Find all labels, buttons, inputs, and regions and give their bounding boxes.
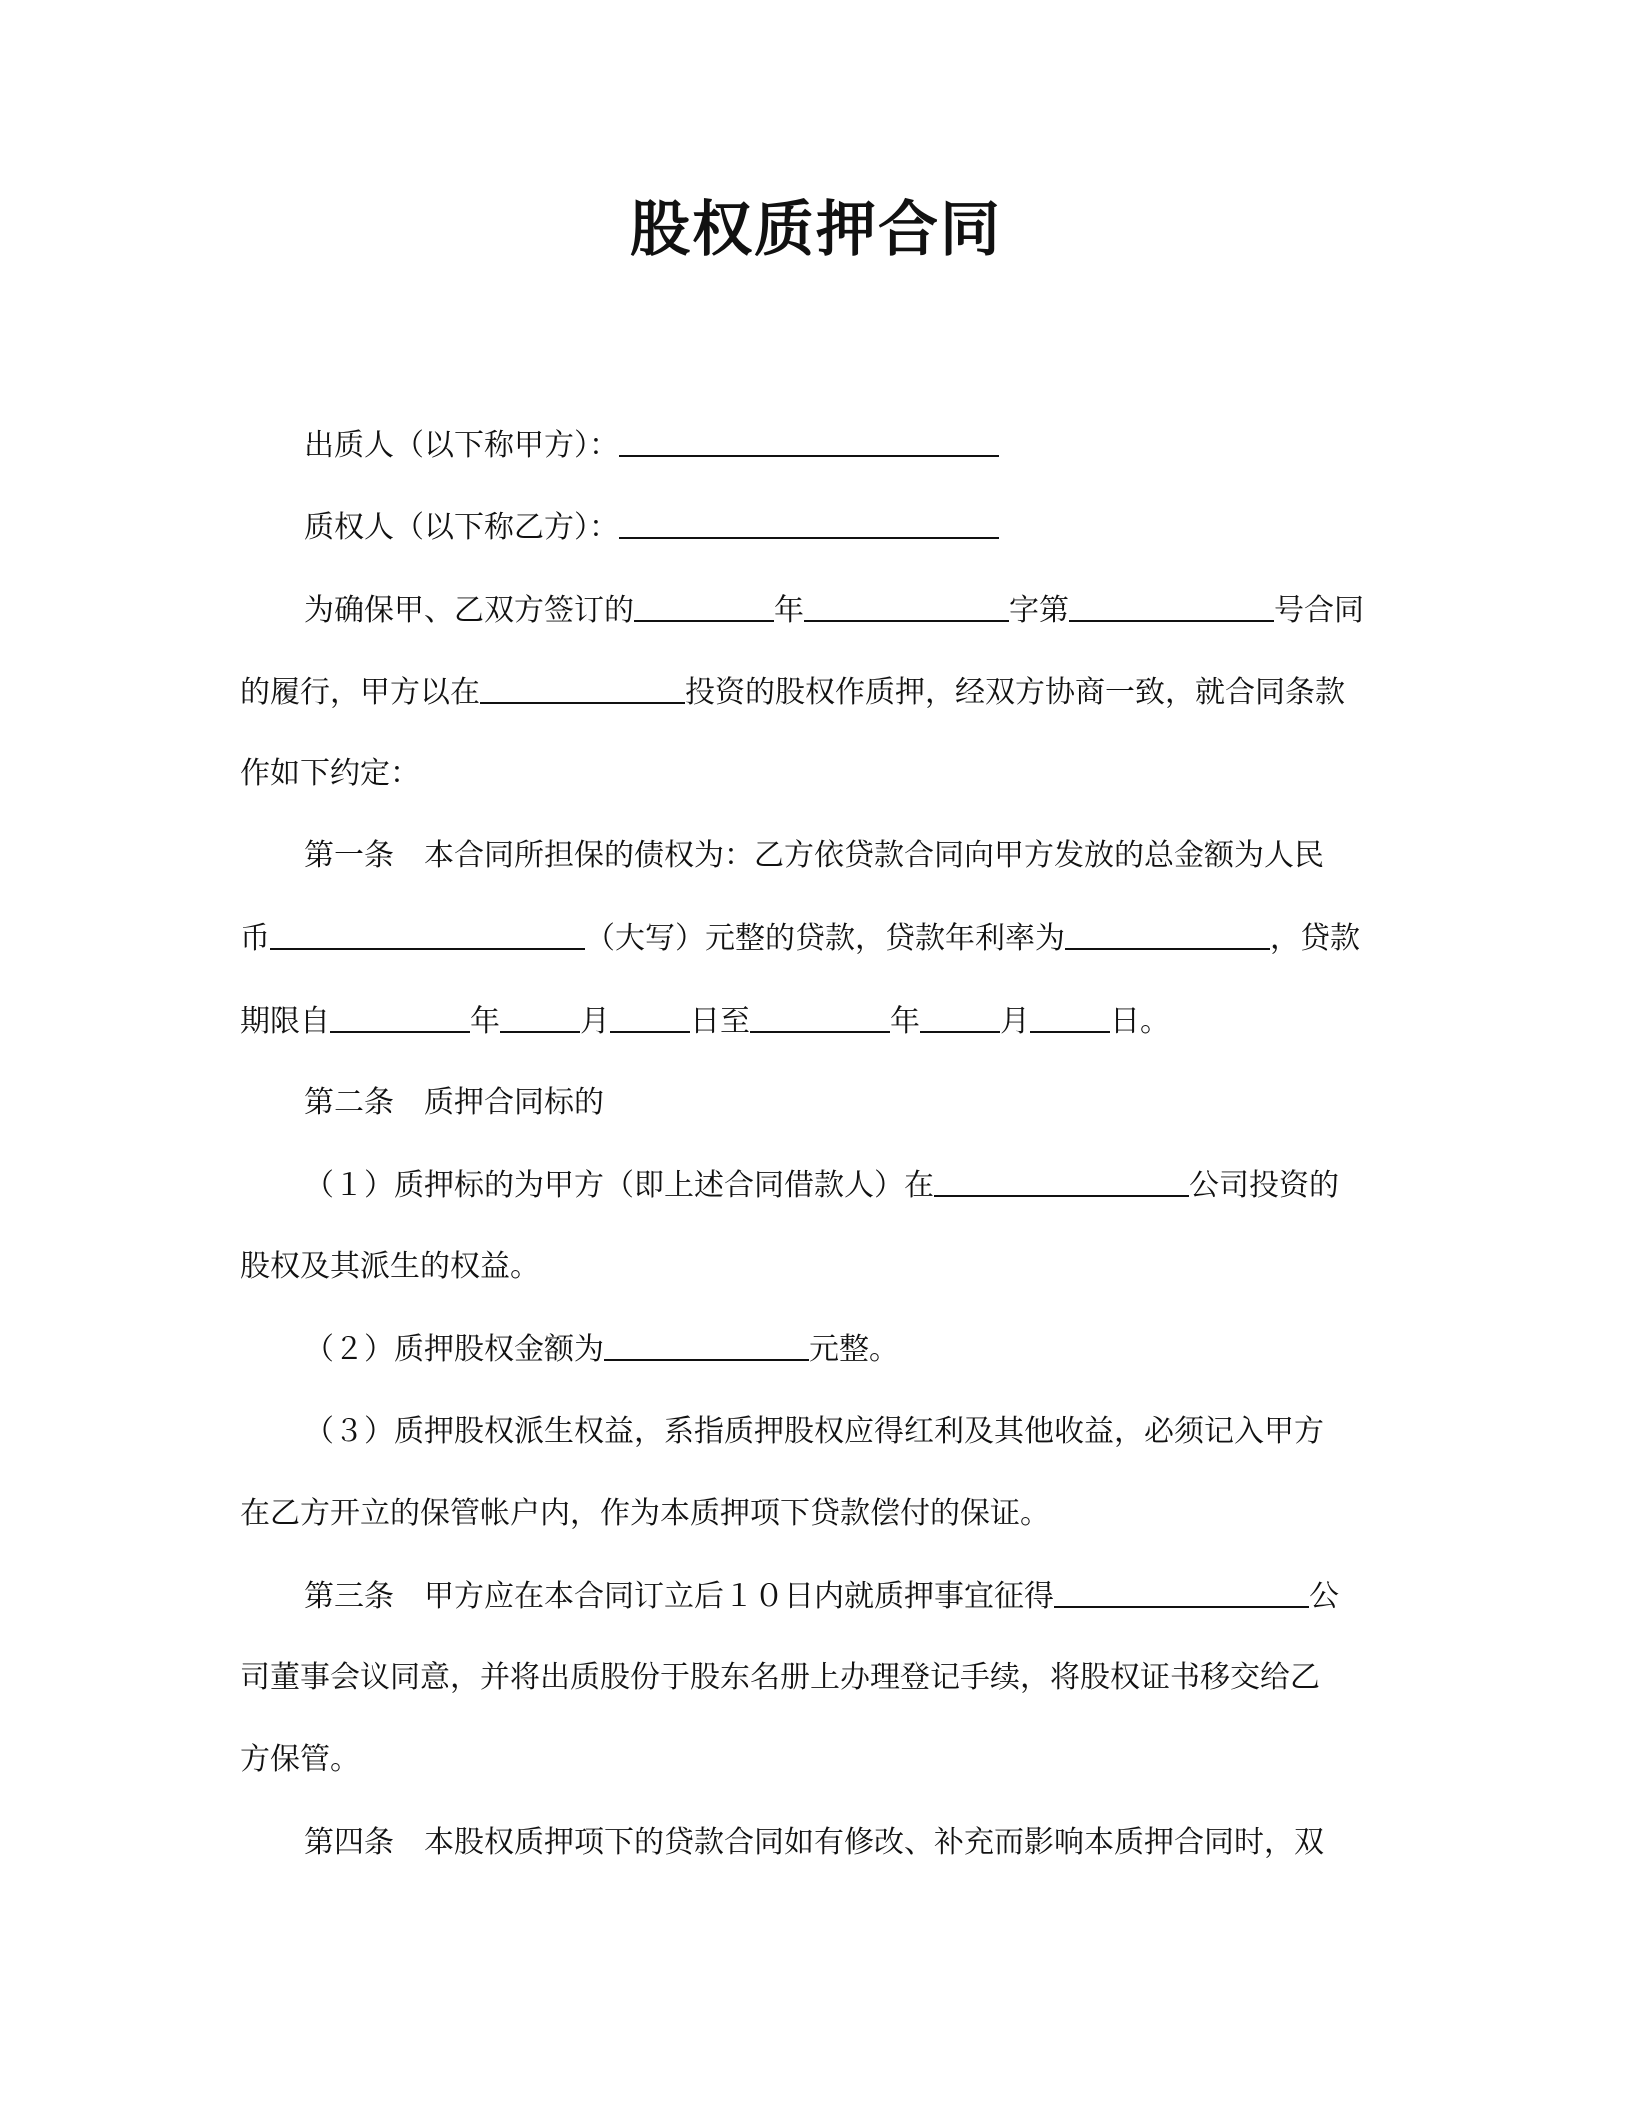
start-month-blank[interactable] — [500, 1001, 580, 1033]
article-1-line-2 — [240, 918, 1390, 959]
article-1-text: 月 — [580, 1004, 610, 1039]
contract-year-blank[interactable] — [634, 590, 774, 622]
document-title: 股权质押合同 — [630, 195, 1002, 265]
article-3-text: 方保管。 — [240, 1742, 360, 1777]
article-2-text: （１）质押标的为甲方（即上述合同借款人）在 — [304, 1168, 934, 1203]
article-1-text: 第一条 本合同所担保的债权为：乙方依贷款合同向甲方发放的总金额为人民 — [304, 838, 1324, 873]
article-3-text: 司董事会议同意，并将出质股份于股东名册上办理登记手续，将股权证书移交给乙 — [240, 1660, 1320, 1695]
preamble-text: 年 — [774, 593, 804, 628]
preamble-text: 为确保甲、乙双方签订的 — [304, 593, 634, 628]
article-1-line-1 — [304, 836, 1390, 876]
contract-prefix-blank[interactable] — [804, 590, 1009, 622]
start-day-blank[interactable] — [610, 1001, 690, 1033]
investment-target-blank[interactable] — [480, 672, 685, 704]
article-3-text: 第三条 甲方应在本合同订立后１０日内就质押事宜征得 — [304, 1579, 1054, 1614]
article-1-text: 币 — [240, 921, 270, 956]
article-2-item-3-line-1 — [304, 1412, 1390, 1452]
article-3-line-2 — [240, 1658, 1390, 1698]
article-2-item-2 — [304, 1329, 1454, 1370]
article-1-text: ，贷款 — [1270, 921, 1360, 956]
article-2-text: 元整。 — [809, 1332, 899, 1367]
pledgee-label: 质权人（以下称乙方）： — [304, 510, 619, 545]
article-3-text: 公 — [1309, 1579, 1339, 1614]
article-1-text: 日至 — [690, 1004, 750, 1039]
pledgor-blank[interactable] — [619, 425, 999, 457]
pledgee-line — [304, 507, 1454, 548]
preamble-line-3 — [240, 754, 1390, 794]
article-2-text: 公司投资的 — [1189, 1168, 1339, 1203]
end-year-blank[interactable] — [750, 1001, 890, 1033]
end-day-blank[interactable] — [1030, 1001, 1110, 1033]
article-1-text: 月 — [1000, 1004, 1030, 1039]
pledge-amount-blank[interactable] — [604, 1329, 809, 1361]
article-1-line-3 — [240, 1001, 1390, 1042]
article-2-item-3-line-2 — [240, 1494, 1390, 1534]
pledgor-label: 出质人（以下称甲方）： — [304, 428, 619, 463]
article-2-text: 在乙方开立的保管帐户内，作为本质押项下贷款偿付的保证。 — [240, 1496, 1050, 1531]
article-3-line-1 — [304, 1576, 1390, 1617]
preamble-line-1 — [304, 590, 1390, 631]
preamble-text: 投资的股权作质押，经双方协商一致，就合同条款 — [685, 675, 1345, 710]
article-1-text: 年 — [890, 1004, 920, 1039]
preamble-text: 的履行，甲方以在 — [240, 675, 480, 710]
article-3-line-3 — [240, 1740, 1390, 1780]
article-1-text: （大写）元整的贷款，贷款年利率为 — [585, 921, 1065, 956]
article-1-text: 年 — [470, 1004, 500, 1039]
company-board-blank[interactable] — [1054, 1576, 1309, 1608]
article-2-text: 第二条 质押合同标的 — [304, 1085, 604, 1120]
pledgee-blank[interactable] — [619, 507, 999, 539]
article-4-text: 第四条 本股权质押项下的贷款合同如有修改、补充而影响本质押合同时，双 — [304, 1825, 1324, 1860]
preamble-text: 号合同 — [1274, 593, 1364, 628]
interest-rate-blank[interactable] — [1065, 918, 1270, 950]
article-1-text: 日。 — [1110, 1004, 1170, 1039]
start-year-blank[interactable] — [330, 1001, 470, 1033]
preamble-text: 作如下约定： — [240, 756, 420, 791]
article-1-text: 期限自 — [240, 1004, 330, 1039]
pledgor-line — [304, 425, 1454, 466]
article-2-item-1-line-1 — [304, 1165, 1390, 1206]
article-4-line-1 — [304, 1823, 1390, 1863]
article-2-heading — [304, 1083, 1454, 1123]
preamble-line-2 — [240, 672, 1390, 713]
article-2-text: 股权及其派生的权益。 — [240, 1249, 540, 1284]
contract-number-blank[interactable] — [1069, 590, 1274, 622]
preamble-text: 字第 — [1009, 593, 1069, 628]
loan-amount-blank[interactable] — [270, 918, 585, 950]
article-2-text: （２）质押股权金额为 — [304, 1332, 604, 1367]
article-2-text: （３）质押股权派生权益，系指质押股权应得红利及其他收益，必须记入甲方 — [304, 1414, 1324, 1449]
invested-company-blank[interactable] — [934, 1165, 1189, 1197]
end-month-blank[interactable] — [920, 1001, 1000, 1033]
article-2-item-1-line-2 — [240, 1247, 1390, 1287]
